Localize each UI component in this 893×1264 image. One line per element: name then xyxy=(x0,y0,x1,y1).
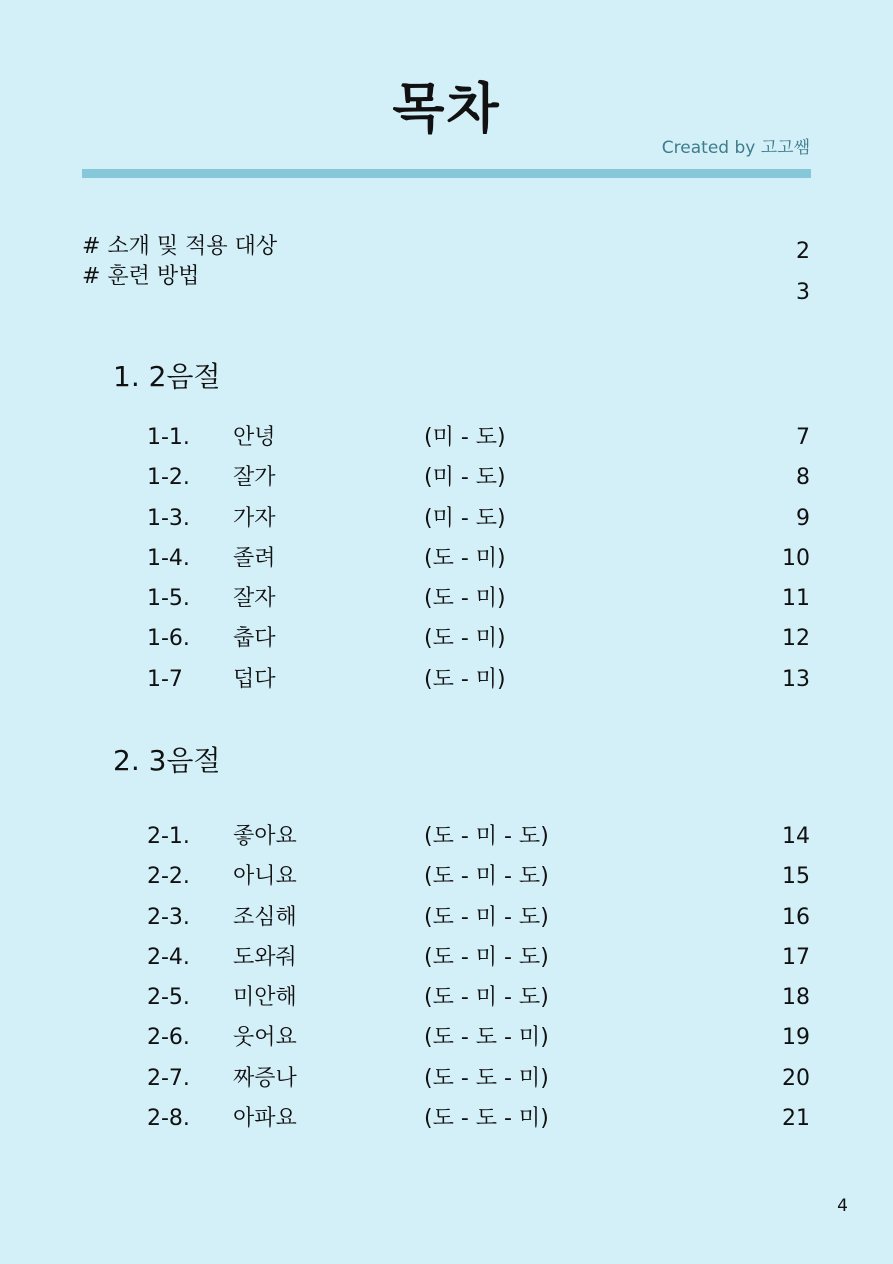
entry-word: 미안해 xyxy=(233,985,297,1011)
entry-number: 1-2. xyxy=(147,465,190,491)
entry-page: 7 xyxy=(796,425,810,450)
entry-number: 1-5. xyxy=(147,586,190,612)
entry-number: 2-7. xyxy=(147,1065,190,1091)
entry-page: 12 xyxy=(782,626,810,652)
entry-page: 11 xyxy=(782,586,810,612)
entry-page: 21 xyxy=(782,1106,810,1132)
credit-text: Created by 고고쌤 xyxy=(661,138,810,158)
entry-word: 짜증나 xyxy=(233,1065,297,1091)
entry-notes: (도 - 미) xyxy=(424,626,506,652)
entry-word: 춥다 xyxy=(233,626,276,652)
entry-page: 15 xyxy=(782,864,810,890)
entry-word: 가자 xyxy=(233,505,276,531)
toc-entry[interactable] xyxy=(0,862,893,902)
entry-number: 1-3. xyxy=(147,505,190,531)
entry-notes: (도 - 미 - 도) xyxy=(424,944,549,970)
section-title-2[interactable]: 2. 3음절 xyxy=(113,744,221,777)
entry-word: 조심해 xyxy=(233,904,297,930)
intro-page-introduction: 2 xyxy=(796,239,810,264)
entry-word: 덥다 xyxy=(233,666,276,692)
entry-number: 2-4. xyxy=(147,944,190,970)
entry-number: 1-1. xyxy=(147,425,190,450)
intro-page-numbers xyxy=(796,237,810,319)
entry-page: 17 xyxy=(782,944,810,970)
entry-number: 2-3. xyxy=(147,904,190,930)
entry-notes: (도 - 미 - 도) xyxy=(424,864,549,890)
entry-notes: (도 - 미) xyxy=(424,545,506,571)
toc-entry[interactable] xyxy=(0,544,893,584)
entry-notes: (도 - 미 - 도) xyxy=(424,985,549,1011)
toc-entry[interactable] xyxy=(0,665,893,705)
entry-notes: (미 - 도) xyxy=(424,425,506,450)
entry-word: 좋아요 xyxy=(233,824,297,849)
entry-notes: (도 - 도 - 미) xyxy=(424,1065,549,1091)
entry-word: 아니요 xyxy=(233,864,297,890)
intro-list xyxy=(82,232,277,292)
intro-page-training-method: 3 xyxy=(796,280,810,305)
entry-number: 2-2. xyxy=(147,864,190,890)
entry-word: 잘자 xyxy=(233,586,276,612)
entry-notes: (도 - 도 - 미) xyxy=(424,1025,549,1051)
entry-page: 18 xyxy=(782,985,810,1011)
intro-item-training-method[interactable]: # 훈련 방법 xyxy=(82,264,200,289)
entry-notes: (도 - 도 - 미) xyxy=(424,1106,549,1132)
toc-entry[interactable] xyxy=(0,584,893,624)
toc-entry[interactable] xyxy=(0,903,893,943)
intro-item-introduction[interactable]: # 소개 및 적용 대상 xyxy=(82,234,278,259)
entry-word: 안녕 xyxy=(233,425,276,450)
entry-notes: (도 - 미 - 도) xyxy=(424,904,549,930)
toc-entry[interactable] xyxy=(0,423,893,463)
toc-entry[interactable] xyxy=(0,822,893,862)
toc-entry[interactable] xyxy=(0,504,893,544)
toc-entry[interactable] xyxy=(0,1104,893,1144)
entry-word: 졸려 xyxy=(233,545,276,571)
entry-page: 10 xyxy=(782,545,810,571)
entry-word: 잘가 xyxy=(233,465,276,491)
entry-page: 9 xyxy=(796,505,810,531)
section-title-1[interactable]: 1. 2음절 xyxy=(113,360,221,393)
toc-entry[interactable] xyxy=(0,1023,893,1063)
entry-notes: (도 - 미 - 도) xyxy=(424,824,549,849)
entry-number: 2-6. xyxy=(147,1025,190,1051)
toc-entry[interactable] xyxy=(0,624,893,664)
toc-entry[interactable] xyxy=(0,463,893,503)
entry-word: 웃어요 xyxy=(233,1025,297,1051)
entry-number: 2-5. xyxy=(147,985,190,1011)
section-1-entries xyxy=(0,423,893,705)
page-title: 목차 xyxy=(392,77,501,140)
toc-entry[interactable] xyxy=(0,983,893,1023)
entry-page: 20 xyxy=(782,1065,810,1091)
entry-page: 8 xyxy=(796,465,810,491)
section-2-entries xyxy=(0,822,893,1144)
toc-entry[interactable] xyxy=(0,943,893,983)
entry-number: 1-6. xyxy=(147,626,190,652)
entry-page: 14 xyxy=(782,824,810,849)
toc-entry[interactable] xyxy=(0,1064,893,1104)
entry-page: 19 xyxy=(782,1025,810,1051)
entry-notes: (미 - 도) xyxy=(424,505,506,531)
entry-number: 2-1. xyxy=(147,824,190,849)
entry-page: 13 xyxy=(782,666,810,692)
entry-notes: (미 - 도) xyxy=(424,465,506,491)
entry-page: 16 xyxy=(782,904,810,930)
entry-number: 1-4. xyxy=(147,545,190,571)
entry-word: 도와줘 xyxy=(233,944,297,970)
entry-notes: (도 - 미) xyxy=(424,586,506,612)
page-number: 4 xyxy=(837,1196,848,1216)
entry-number: 2-8. xyxy=(147,1106,190,1132)
title-divider xyxy=(82,169,811,178)
entry-word: 아파요 xyxy=(233,1106,297,1132)
entry-number: 1-7 xyxy=(147,666,183,692)
entry-notes: (도 - 미) xyxy=(424,666,506,692)
